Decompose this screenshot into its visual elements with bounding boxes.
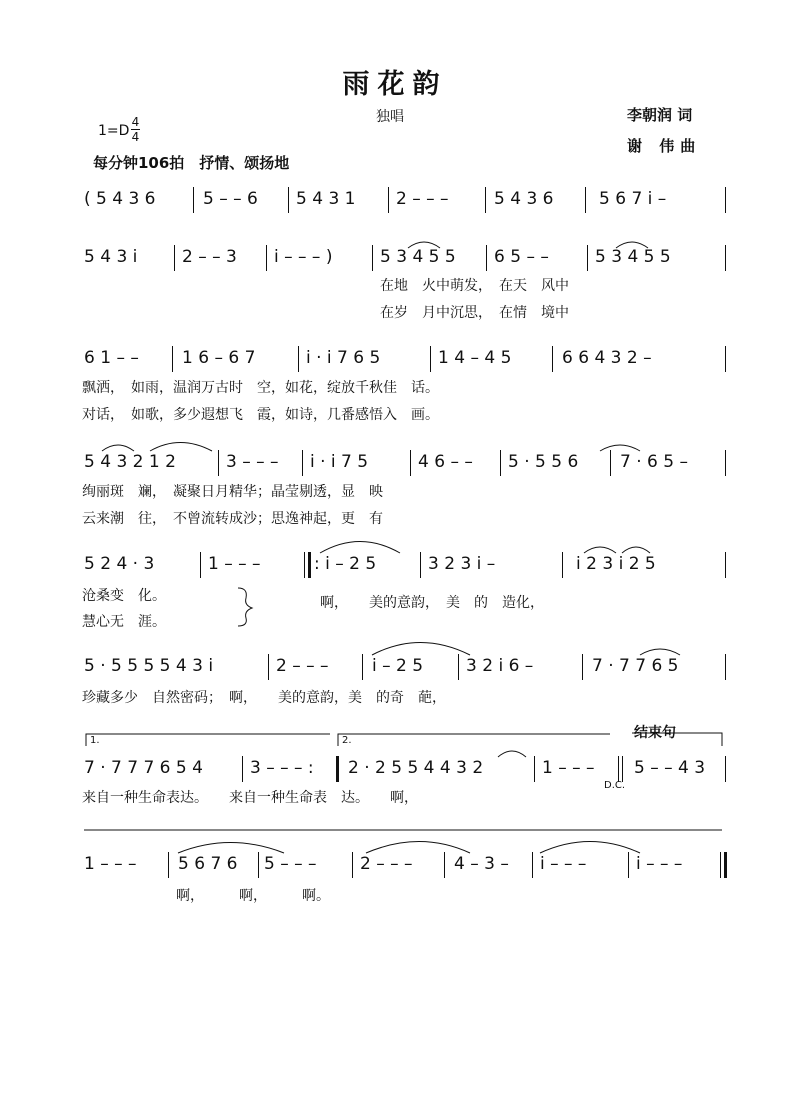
lyrics-verse-2: 对话， 如歌，多少遐想飞 霞，如诗，几番感悟入 画。 xyxy=(82,407,439,423)
measure: 5 4 3 2 1 2 xyxy=(84,452,176,472)
measure: 5 3 4 5 5 xyxy=(380,247,456,267)
measure: 5 3 4 5 5 xyxy=(595,247,671,267)
measure: i 2 3 i 2 5 xyxy=(576,554,656,574)
measure: 5 2 4 · 3 xyxy=(84,554,155,574)
measure: i – – – ) xyxy=(274,247,333,267)
slur xyxy=(540,842,640,854)
da-capo-mark: D.C. xyxy=(604,780,626,791)
measure: 6 6 4 3 2 – xyxy=(562,348,652,368)
slur xyxy=(622,547,650,553)
measure: 2 – – – xyxy=(276,656,329,676)
volta-2-label: 2. xyxy=(342,735,352,746)
measure: 7 · 7 7 7 6 5 4 xyxy=(84,758,203,778)
volta-1-label: 1. xyxy=(90,735,100,746)
measure: 2 – – – xyxy=(360,854,413,874)
slur xyxy=(600,445,640,451)
slur xyxy=(178,843,284,854)
slur xyxy=(372,643,470,656)
volta-1-bracket xyxy=(86,734,330,746)
key-signature: 1=D xyxy=(98,123,130,139)
volta-2-bracket xyxy=(338,734,610,746)
measure: 5 6 7 i – xyxy=(599,189,667,209)
measure: 5 4 3 6 xyxy=(494,189,554,209)
lyrics-verse-1: 绚丽斑 斓， 凝聚日月精华；晶莹剔透，显 映 xyxy=(82,484,383,500)
measure: : i – 2 5 xyxy=(314,554,377,574)
lyrics-refrain: 啊， 美的意韵， 美 的 造化， xyxy=(320,595,544,611)
slur xyxy=(616,242,648,248)
measure: 5 4 3 6 xyxy=(96,189,156,209)
open-paren: ( xyxy=(84,189,91,209)
ending-bracket xyxy=(632,733,722,746)
measure: 3 2 i 6 – xyxy=(466,656,534,676)
lyrics-verse-2: 慧心无 涯。 xyxy=(82,614,166,630)
tempo-marking: 每分钟106拍 抒情、颂扬地 xyxy=(93,154,290,172)
lyricist-credit: 李朝润 词 xyxy=(627,106,693,124)
lyrics-verse-1: 沧桑变 化。 xyxy=(82,588,166,604)
measure: 6 1 – – xyxy=(84,348,139,368)
slur xyxy=(498,751,526,757)
slur xyxy=(102,445,134,451)
measure: 1 6 – 6 7 xyxy=(182,348,256,368)
measure: 1 – – – xyxy=(208,554,261,574)
measure: 1 – – – xyxy=(84,854,137,874)
lyrics-verse: 啊， 啊， 啊。 xyxy=(176,888,330,904)
measure: i · i 7 5 xyxy=(310,452,369,472)
measure: 7 · 7 7 6 5 xyxy=(592,656,679,676)
time-signature-bottom: 4 xyxy=(131,130,140,144)
composer-credit: 谢 伟曲 xyxy=(627,137,702,155)
slur xyxy=(150,443,212,452)
measure: 5 · 5 5 6 xyxy=(508,452,579,472)
slur xyxy=(640,649,680,655)
measure: 5 – – – xyxy=(264,854,317,874)
lyric-brace xyxy=(238,588,252,626)
measure: 5 4 3 1 xyxy=(296,189,356,209)
slur xyxy=(584,547,616,553)
measure: 4 – 3 – xyxy=(454,854,509,874)
song-title: 雨花韵 xyxy=(342,69,448,100)
measure: 1 4 – 4 5 xyxy=(438,348,512,368)
measure: 5 4 3 i xyxy=(84,247,138,267)
lyrics-verse-1: 飘洒， 如雨，温润万古时 空，如花，绽放千秋佳 话。 xyxy=(82,380,439,396)
measure: 3 – – – : xyxy=(250,758,314,778)
measure: 5 – – 4 3 xyxy=(634,758,706,778)
measure: 5 · 5 5 5 5 4 3 i xyxy=(84,656,214,676)
slur xyxy=(320,542,400,554)
slur xyxy=(366,842,470,854)
measure: 3 – – – xyxy=(226,452,279,472)
time-signature-top: 4 xyxy=(131,115,140,129)
measure: 3 2 3 i – xyxy=(428,554,496,574)
measure: 5 – – 6 xyxy=(203,189,258,209)
measure: i – – – xyxy=(636,854,683,874)
measure: 7 · 6 5 – xyxy=(620,452,688,472)
measure: i · i 7 6 5 xyxy=(306,348,381,368)
performance-type: 独唱 xyxy=(376,109,404,125)
measure: 2 – – 3 xyxy=(182,247,237,267)
measure: i – 2 5 xyxy=(372,656,424,676)
slur xyxy=(408,242,440,248)
measure: 4 6 – – xyxy=(418,452,473,472)
lyrics-verse-1: 在地 火中萌发， 在天 风中 xyxy=(380,278,569,294)
lyrics-verse: 来自一种生命表达。 来自一种生命表 达。 啊， xyxy=(82,790,418,806)
measure: 2 · 2 5 5 4 4 3 2 xyxy=(348,758,484,778)
measure: 5 6 7 6 xyxy=(178,854,238,874)
measure: 2 – – – xyxy=(396,189,449,209)
measure: 6 5 – – xyxy=(494,247,549,267)
lyrics-verse-2: 在岁 月中沉思， 在情 境中 xyxy=(380,305,569,321)
measure: 1 – – – xyxy=(542,758,595,778)
lyrics-verse: 珍藏多少 自然密码； 啊， 美的意韵，美 的奇 葩， xyxy=(82,690,446,706)
lyrics-verse-2: 云来潮 往， 不曾流转成沙；思逸神起，更 有 xyxy=(82,511,383,527)
ending-label: 结束句 xyxy=(634,725,676,741)
measure: i – – – xyxy=(540,854,587,874)
